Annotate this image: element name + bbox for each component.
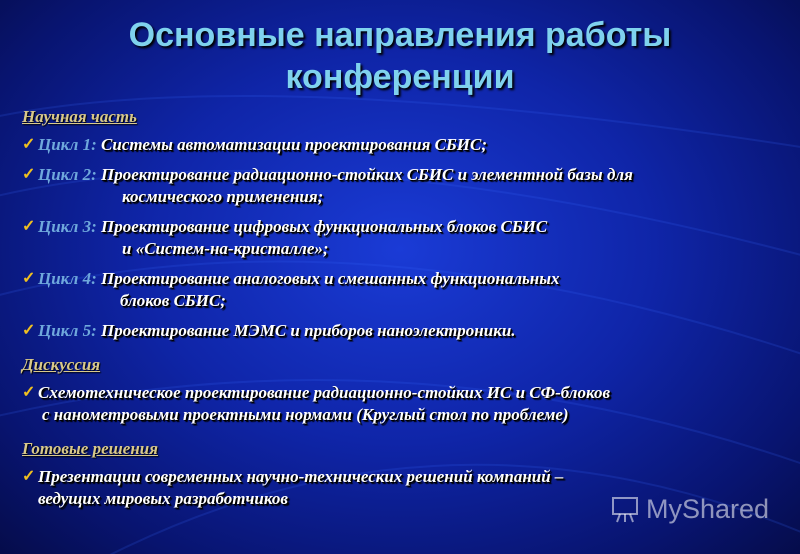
section-heading-solutions: Готовые решения	[22, 439, 158, 458]
page-title	[0, 14, 800, 98]
cycle-item-4	[22, 268, 792, 312]
cycle-text: Проектирование цифровых функциональных блоков СБИС	[96, 217, 548, 236]
watermark	[610, 492, 769, 526]
checkmark-icon: ✓	[22, 384, 36, 401]
checkmark-icon: ✓	[22, 270, 36, 287]
checkmark-icon: ✓	[22, 166, 36, 183]
cycle-item-5	[22, 320, 792, 342]
cycle-text-cont: космического применения;	[122, 187, 324, 206]
cycle-item-1	[22, 134, 792, 156]
cycle-label: Цикл 1:	[38, 135, 97, 154]
checkmark-icon: ✓	[22, 218, 36, 235]
presentation-board-icon	[610, 494, 640, 524]
cycle-label: Цикл 4:	[38, 269, 97, 288]
title-line-1: Основные направления работы	[128, 16, 672, 54]
cycle-label: Цикл 2:	[38, 165, 97, 184]
checkmark-icon: ✓	[22, 322, 36, 339]
cycle-text-cont: и «Систем-на-кристалле»;	[122, 239, 329, 258]
cycle-item-2	[22, 164, 792, 208]
cycle-item-3	[22, 216, 792, 260]
cycle-text: Проектирование МЭМС и приборов наноэлектроники.	[96, 321, 516, 340]
solutions-text-cont: ведущих мировых разработчиков	[38, 489, 288, 508]
watermark-text: MyShared	[646, 493, 770, 524]
content	[22, 106, 792, 510]
cycle-text: Проектирование аналоговых и смешанных функциональных	[96, 269, 560, 288]
cycle-text: Проектирование радиационно-стойких СБИС и элементной базы для	[96, 165, 633, 184]
section-heading-discussion: Дискуссия	[22, 355, 101, 374]
title-line-2: конференции	[285, 58, 515, 96]
section-heading-science: Научная часть	[22, 107, 137, 126]
solutions-text: Презентации современных научно-технических решений компаний –	[38, 467, 564, 486]
cycle-label: Цикл 5:	[38, 321, 97, 340]
cycle-label: Цикл 3:	[38, 217, 97, 236]
checkmark-icon: ✓	[22, 468, 36, 485]
discussion-text: Схемотехническое проектирование радиационно-стойких ИС и СФ-блоков	[38, 383, 611, 402]
cycle-text: Системы автоматизации проектирования СБИС;	[96, 135, 488, 154]
discussion-item	[22, 382, 792, 426]
checkmark-icon: ✓	[22, 136, 36, 153]
discussion-text-cont: с нанометровыми проектными нормами (Круглый стол по проблеме)	[42, 405, 569, 424]
cycle-text-cont: блоков СБИС;	[120, 291, 226, 310]
